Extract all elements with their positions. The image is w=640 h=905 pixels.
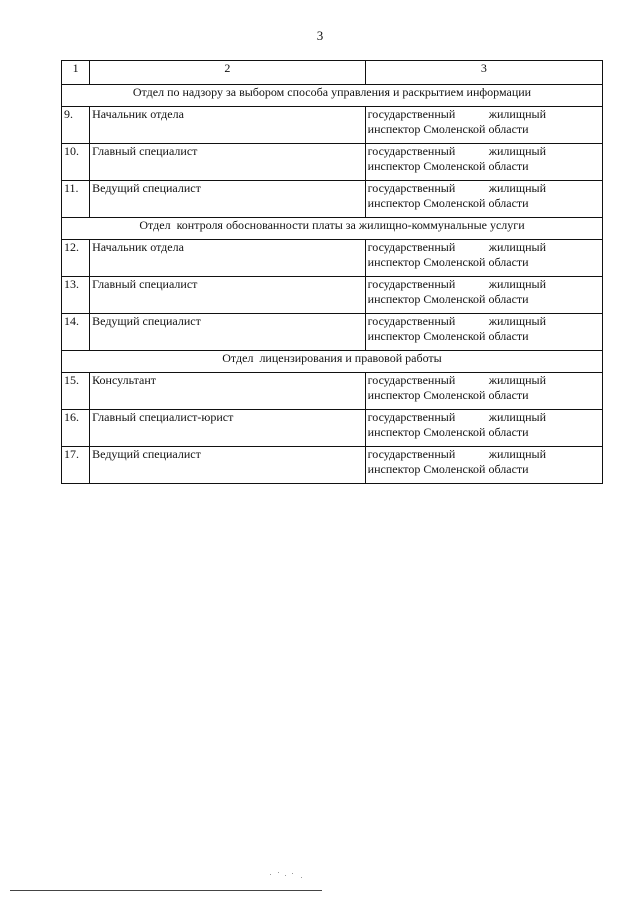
desc-line-2: инспектор Смоленской области	[367, 292, 529, 306]
desc-word-b: жилищный	[488, 447, 546, 461]
section-title: Отдел контроля обоснованности платы за жилищно-коммунальные услуги	[62, 218, 603, 240]
scan-specks	[268, 868, 308, 880]
row-description	[365, 181, 602, 218]
desc-line-2: инспектор Смоленской области	[367, 159, 529, 173]
row-position: Консультант	[90, 373, 366, 410]
row-number: 13.	[62, 277, 90, 314]
table-row	[62, 181, 603, 218]
row-position: Ведущий специалист	[90, 181, 366, 218]
header-cell-2: 2	[90, 61, 366, 85]
row-position: Ведущий специалист	[90, 447, 366, 484]
table-header-row	[62, 61, 603, 85]
section-heading-row	[62, 85, 603, 107]
row-number: 16.	[62, 410, 90, 447]
table-row	[62, 373, 603, 410]
desc-word-a: государственный	[367, 277, 456, 291]
row-number: 10.	[62, 144, 90, 181]
row-number: 15.	[62, 373, 90, 410]
desc-word-a: государственный	[367, 107, 456, 121]
table-row	[62, 277, 603, 314]
desc-word-b: жилищный	[488, 107, 546, 121]
positions-table	[61, 60, 603, 484]
desc-line-2: инспектор Смоленской области	[367, 388, 529, 402]
desc-word-a: государственный	[367, 373, 456, 387]
desc-word-b: жилищный	[488, 373, 546, 387]
row-description	[365, 410, 602, 447]
desc-line-2: инспектор Смоленской области	[367, 425, 529, 439]
row-number: 17.	[62, 447, 90, 484]
desc-word-b: жилищный	[488, 314, 546, 328]
table-row	[62, 447, 603, 484]
row-position: Начальник отдела	[90, 107, 366, 144]
row-description	[365, 107, 602, 144]
desc-line-2: инспектор Смоленской области	[367, 122, 529, 136]
row-position: Начальник отдела	[90, 240, 366, 277]
table-row	[62, 314, 603, 351]
row-description	[365, 240, 602, 277]
row-number: 12.	[62, 240, 90, 277]
row-description	[365, 144, 602, 181]
row-position: Главный специалист	[90, 144, 366, 181]
desc-word-a: государственный	[367, 314, 456, 328]
section-title: Отдел лицензирования и правовой работы	[62, 351, 603, 373]
row-description	[365, 447, 602, 484]
row-position: Главный специалист	[90, 277, 366, 314]
desc-line-2: инспектор Смоленской области	[367, 255, 529, 269]
desc-word-a: государственный	[367, 447, 456, 461]
row-position: Ведущий специалист	[90, 314, 366, 351]
desc-line-2: инспектор Смоленской области	[367, 196, 529, 210]
desc-line-2: инспектор Смоленской области	[367, 462, 529, 476]
row-description	[365, 314, 602, 351]
table-row	[62, 410, 603, 447]
desc-word-b: жилищный	[488, 181, 546, 195]
header-cell-3: 3	[365, 61, 602, 85]
desc-word-a: государственный	[367, 181, 456, 195]
desc-word-b: жилищный	[488, 240, 546, 254]
row-number: 14.	[62, 314, 90, 351]
page-number: 3	[316, 28, 324, 43]
desc-word-b: жилищный	[488, 277, 546, 291]
footer-rule	[10, 890, 322, 891]
row-description	[365, 277, 602, 314]
row-description	[365, 373, 602, 410]
header-cell-1: 1	[62, 61, 90, 85]
desc-word-b: жилищный	[488, 410, 546, 424]
table-row	[62, 144, 603, 181]
row-number: 11.	[62, 181, 90, 218]
desc-line-2: инспектор Смоленской области	[367, 329, 529, 343]
table-row	[62, 107, 603, 144]
table-row	[62, 240, 603, 277]
section-heading-row	[62, 218, 603, 240]
row-position: Главный специалист-юрист	[90, 410, 366, 447]
desc-word-a: государственный	[367, 144, 456, 158]
desc-word-a: государственный	[367, 240, 456, 254]
desc-word-b: жилищный	[488, 144, 546, 158]
section-title: Отдел по надзору за выбором способа управления и раскрытием информации	[62, 85, 603, 107]
section-heading-row	[62, 351, 603, 373]
desc-word-a: государственный	[367, 410, 456, 424]
row-number: 9.	[62, 107, 90, 144]
